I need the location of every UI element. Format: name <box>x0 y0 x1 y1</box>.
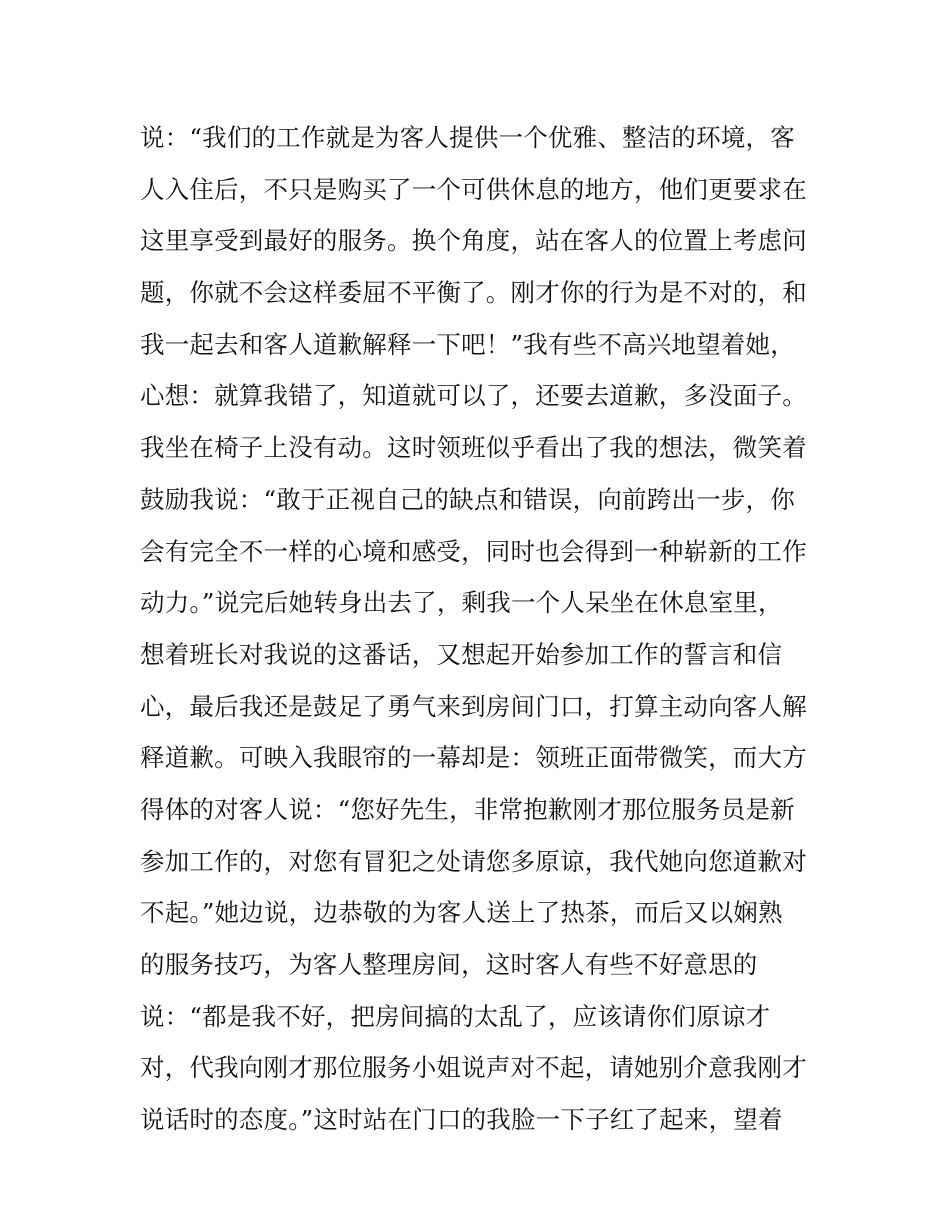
text-line: 动力。”说完后她转身出去了，剩我一个人呆坐在休息室里， <box>140 588 783 618</box>
text-line: 人入住后，不只是购买了一个可供休息的地方，他们更要求在 <box>140 174 807 204</box>
text-line: 我一起去和客人道歉解释一下吧！”我有些不高兴地望着她， <box>140 329 795 359</box>
text-line: 说：“都是我不好，把房间搞的太乱了，应该请你们原谅才 <box>140 1001 771 1031</box>
text-line: 心想：就算我错了，知道就可以了，还要去道歉，多没面子。 <box>140 381 807 411</box>
text-line: 我坐在椅子上没有动。这时领班似乎看出了我的想法，微笑着 <box>140 433 807 463</box>
text-line: 说：“我们的工作就是为客人提供一个优雅、整洁的环境，客 <box>140 123 795 152</box>
text-line: 不起。”她边说，边恭敬的为客人送上了热茶，而后又以娴熟 <box>140 898 783 928</box>
text-line: 想着班长对我说的这番话，又想起开始参加工作的誓言和信 <box>140 639 783 669</box>
text-line: 得体的对客人说：“您好先生，非常抱歉刚才那位服务员是新 <box>140 794 795 824</box>
text-line: 会有完全不一样的心境和感受，同时也会得到一种崭新的工作 <box>140 536 807 566</box>
text-line: 说话时的态度。”这时站在门口的我脸一下子红了起来，望着 <box>140 1105 783 1135</box>
text-line: 鼓励我说：“敢于正视自己的缺点和错误，向前跨出一步，你 <box>140 484 795 514</box>
text-line: 心，最后我还是鼓足了勇气来到房间门口，打算主动向客人解 <box>140 691 807 721</box>
text-line: 题，你就不会这样委屈不平衡了。刚才你的行为是不对的，和 <box>140 278 807 308</box>
body-text <box>140 112 820 1146</box>
text-line: 这里享受到最好的服务。换个角度，站在客人的位置上考虑问 <box>140 226 807 256</box>
text-line: 对，代我向刚才那位服务小姐说声对不起，请她别介意我刚才 <box>140 1053 807 1083</box>
text-line: 的服务技巧，为客人整理房间，这时客人有些不好意思的 <box>140 950 758 979</box>
text-line: 释道歉。可映入我眼帘的一幕却是：领班正面带微笑，而大方 <box>140 743 807 773</box>
text-line: 参加工作的，对您有冒犯之处请您多原谅，我代她向您道歉对 <box>140 846 807 876</box>
